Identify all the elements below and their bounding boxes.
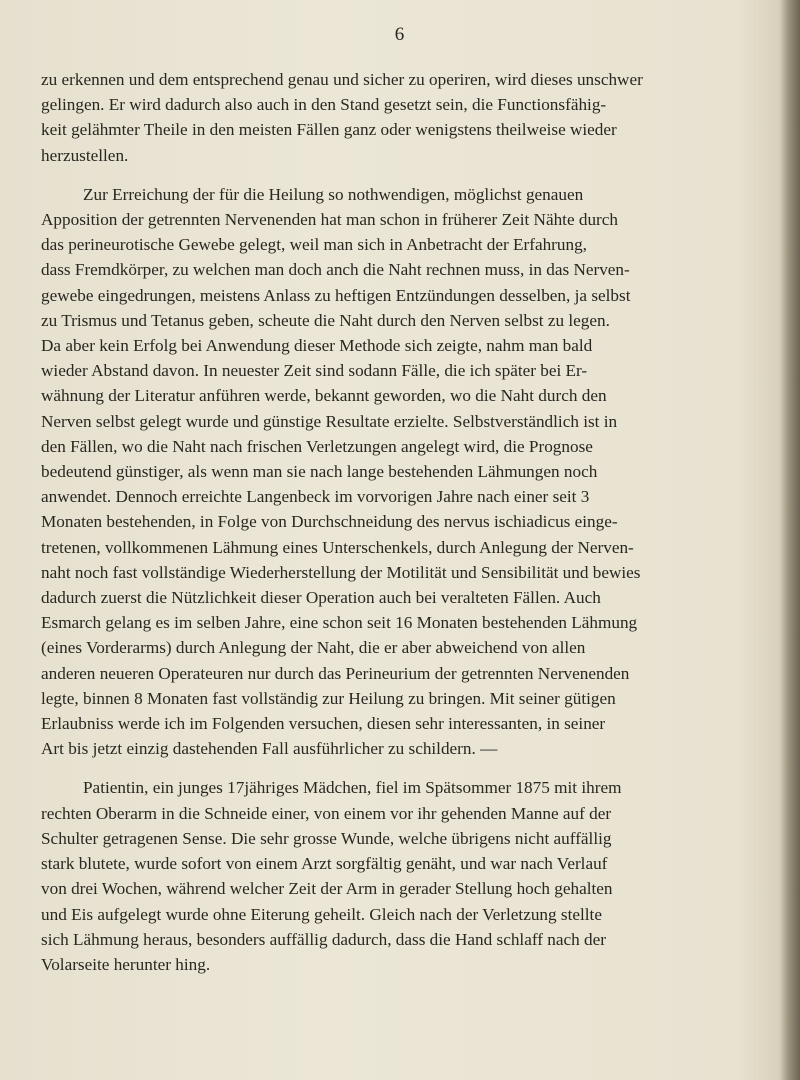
text-line: wähnung der Literatur anführen werde, bekannt geworden, wo die Naht durch den — [41, 386, 607, 406]
text-line: dass Fremdkörper, zu welchen man doch anch die Naht rechnen muss, in das Nerven- — [41, 260, 630, 280]
text-line: anderen neueren Operateuren nur durch das Perineurium der getrennten Nervenenden — [41, 663, 630, 683]
text-line: Erlaubniss werde ich im Folgenden versuchen, diesen sehr interessanten, in seiner — [41, 714, 606, 734]
text-line: Art bis jetzt einzig dastehenden Fall ausführlicher zu schildern. — — [41, 739, 498, 759]
text-line: bedeutend günstiger, als wenn man sie nach lange bestehenden Lähmungen noch — [41, 462, 598, 482]
text-line: Schulter getragenen Sense. Die sehr grosse Wunde, welche übrigens nicht auffällig — [41, 828, 612, 848]
text-line: herzustellen. — [41, 145, 129, 165]
text-line: anwendet. Dennoch erreichte Langenbeck im vorvorigen Jahre nach einer seit 3 — [41, 487, 590, 507]
text-line: legte, binnen 8 Monaten fast vollständig zur Heilung zu bringen. Mit seiner gütigen — [41, 688, 616, 708]
text-line: zu erkennen und dem entsprechend genau und sicher zu operiren, wird dieses unschwer — [41, 70, 643, 89]
paragraph-2 — [41, 182, 786, 762]
text-line: gelingen. Er wird dadurch also auch in den Stand gesetzt sein, die Functionsfähig- — [41, 95, 607, 115]
text-line: naht noch fast vollständige Wiederherstellung der Motilität und Sensibilität und bewies — [41, 562, 641, 582]
text-line: gewebe eingedrungen, meistens Anlass zu heftigen Entzündungen desselben, ja selbst — [41, 285, 631, 305]
text-line: tretenen, vollkommenen Lähmung eines Unterschenkels, durch Anlegung der Nerven- — [41, 537, 634, 557]
text-line: (eines Vorderarms) durch Anlegung der Naht, die er aber abweichend von allen — [41, 638, 586, 658]
text-line: Da aber kein Erfolg bei Anwendung dieser Methode sich zeigte, nahm man bald — [41, 336, 593, 356]
text-line: Volarseite herunter hing. — [41, 954, 211, 974]
text-line: das perineurotische Gewebe gelegt, weil man sich in Anbetracht der Erfahrung, — [41, 235, 587, 255]
paragraph-3 — [41, 775, 786, 977]
text-line: von drei Wochen, während welcher Zeit der Arm in gerader Stellung hoch gehalten — [41, 879, 613, 899]
text-line: den Fällen, wo die Naht nach frischen Verletzungen angelegt wird, die Prognose — [41, 436, 593, 456]
page-edge-shadow — [780, 0, 800, 1080]
paragraph-1 — [41, 67, 786, 168]
text-line: wieder Abstand davon. In neuester Zeit sind sodann Fälle, die ich später bei Er- — [41, 361, 588, 381]
text-line: sich Lähmung heraus, besonders auffällig dadurch, dass die Hand schlaff nach der — [41, 929, 606, 949]
text-line: Patientin, ein junges 17jähriges Mädchen, fiel im Spätsommer 1875 mit ihrem — [83, 778, 622, 798]
text-line: dadurch zuerst die Nützlichkeit dieser Operation auch bei veralteten Fällen. Auch — [41, 588, 601, 608]
text-line: zu Trismus und Tetanus geben, scheute die Naht durch den Nerven selbst zu legen. — [41, 310, 610, 330]
text-line: Nerven selbst gelegt wurde und günstige Resultate erzielte. Selbstverständlich ist in — [41, 411, 618, 431]
text-line: Apposition der getrennten Nervenenden hat man schon in früherer Zeit Nähte durch — [41, 210, 619, 230]
text-line: rechten Oberarm in die Schneide einer, von einem vor ihr gehenden Manne auf der — [41, 803, 612, 823]
text-line: und Eis aufgelegt wurde ohne Eiterung geheilt. Gleich nach der Verletzung stellte — [41, 904, 602, 924]
body-text — [41, 67, 786, 977]
text-line: Esmarch gelang es im selben Jahre, eine schon seit 16 Monaten bestehenden Lähmung — [41, 613, 638, 633]
page-number: 6 — [394, 24, 406, 45]
text-line: stark blutete, wurde sofort von einem Arzt sorgfältig genäht, und war nach Verlauf — [41, 854, 608, 874]
text-line: keit gelähmter Theile in den meisten Fällen ganz oder wenigstens theilweise wieder — [41, 120, 617, 140]
text-line: Monaten bestehenden, in Folge von Durchschneidung des nervus ischiadicus einge- — [41, 512, 618, 532]
text-line: Zur Erreichung der für die Heilung so nothwendigen, möglichst genauen — [83, 184, 584, 204]
